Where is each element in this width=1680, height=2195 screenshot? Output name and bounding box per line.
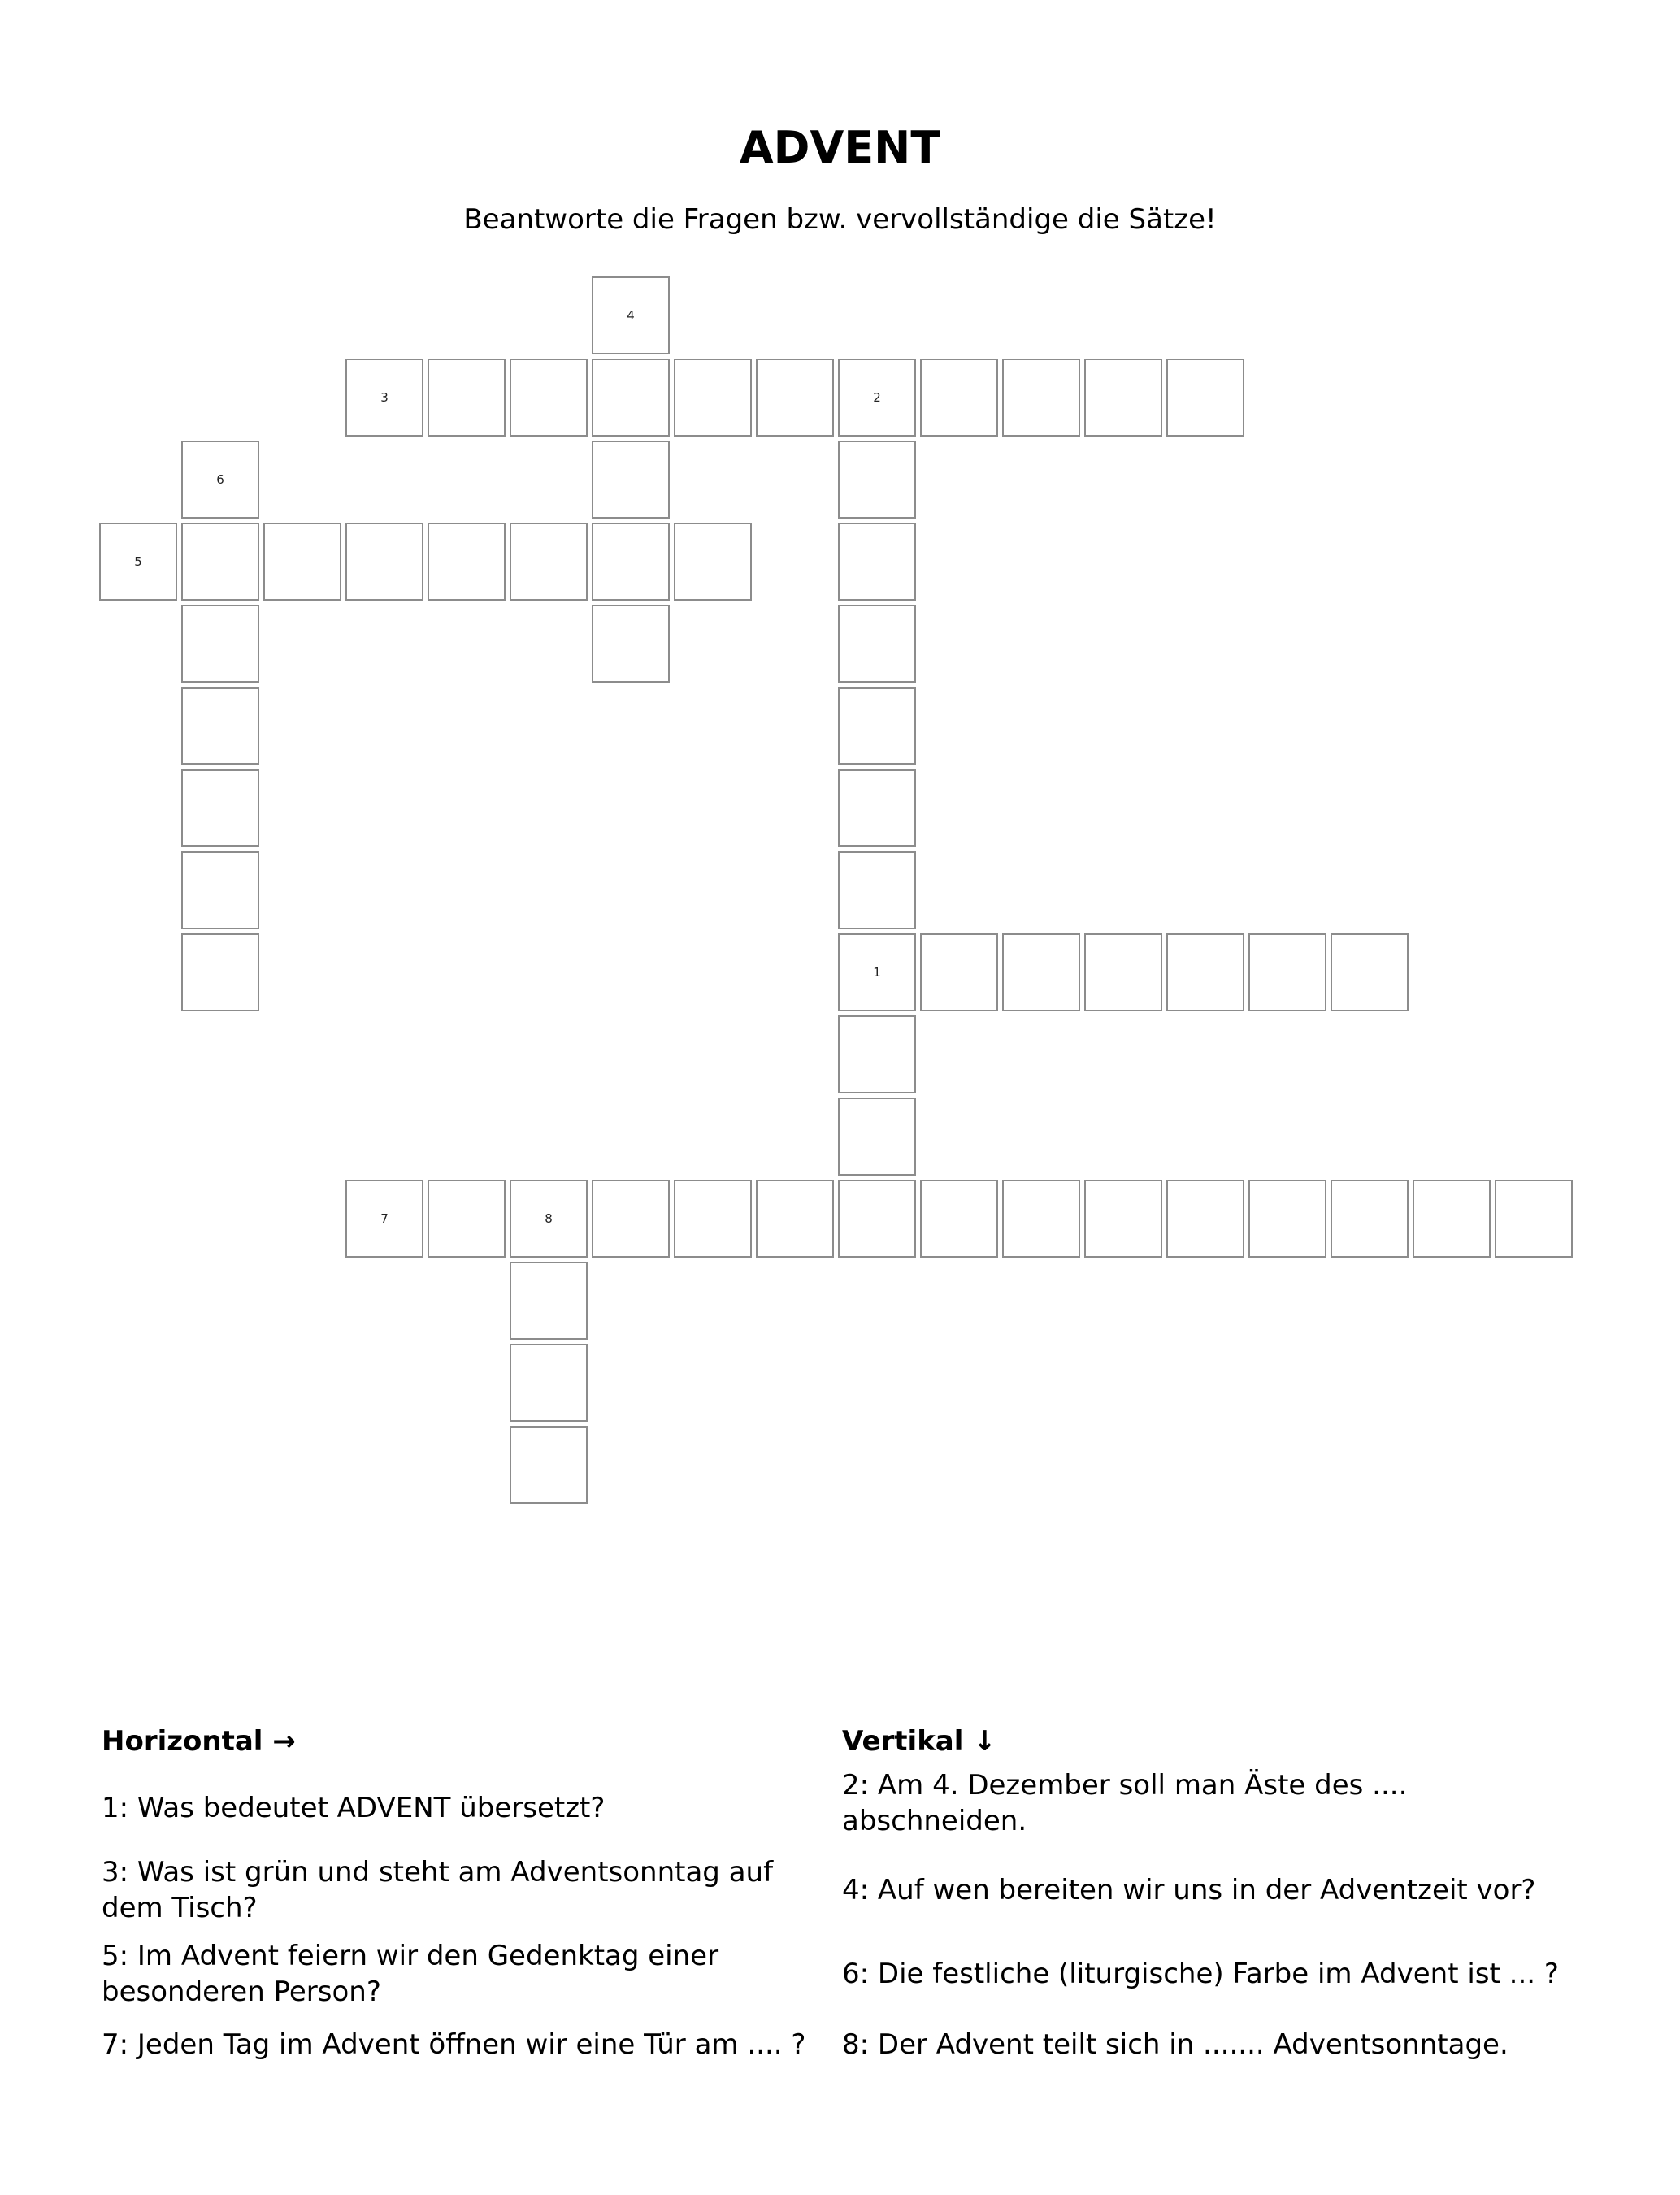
crossword-cell[interactable] [1331,1180,1409,1258]
crossword-cell[interactable] [592,1180,670,1258]
crossword-cell[interactable] [99,523,177,601]
crossword-cell[interactable] [920,359,998,437]
crossword-cell[interactable] [1248,933,1326,1011]
clue-number: 7 [380,1211,389,1226]
crossword-cell[interactable] [838,769,916,847]
vertical-clues-heading: Vertikal ↓ [842,1725,996,1758]
crossword-cell[interactable] [181,769,259,847]
clue-number: 6 [216,472,224,487]
crossword-cell[interactable] [510,1426,588,1504]
clue-vertical-2: 2: Am 4. Dezember soll man Äste des .... abschneiden. [842,1769,1408,1837]
crossword-cell[interactable] [181,441,259,519]
crossword-cell[interactable] [428,523,506,601]
crossword-cell[interactable] [674,1180,752,1258]
clue-horizontal-5: 5: Im Advent feiern wir den Gedenktag einer besonderen Person? [102,1940,719,2008]
crossword-cell[interactable] [838,1180,916,1258]
crossword-cell[interactable] [345,1180,423,1258]
clue-number: 3 [380,390,389,405]
crossword-cell[interactable] [920,933,998,1011]
clue-number: 5 [134,554,142,569]
crossword-cell[interactable] [592,276,670,354]
crossword-cell[interactable] [838,441,916,519]
crossword-cell[interactable] [592,441,670,519]
crossword-cell[interactable] [592,605,670,683]
clue-number: 2 [873,390,881,405]
crossword-cell[interactable] [1248,1180,1326,1258]
crossword-cell[interactable] [592,359,670,437]
page-title: ADVENT [739,122,941,173]
crossword-cell[interactable] [1495,1180,1573,1258]
crossword-cell[interactable] [181,523,259,601]
crossword-cell[interactable] [428,1180,506,1258]
crossword-cell[interactable] [838,1098,916,1176]
crossword-cell[interactable] [1002,1180,1080,1258]
crossword-cell[interactable] [510,1262,588,1340]
crossword-cell[interactable] [674,523,752,601]
crossword-cell[interactable] [674,359,752,437]
clue-vertical-4: 4: Auf wen bereiten wir uns in der Adventzeit vor? [842,1874,1536,1906]
crossword-cell[interactable] [592,523,670,601]
crossword-cell[interactable] [345,359,423,437]
crossword-cell[interactable] [1084,933,1162,1011]
crossword-cell[interactable] [345,523,423,601]
clue-horizontal-7: 7: Jeden Tag im Advent öffnen wir eine Tür am .... ? [102,2028,806,2061]
crossword-cell[interactable] [1166,933,1244,1011]
clue-number: 1 [873,965,881,980]
crossword-cell[interactable] [510,1344,588,1422]
crossword-cell[interactable] [1413,1180,1491,1258]
crossword-cell[interactable] [181,605,259,683]
clue-vertical-6: 6: Die festliche (liturgische) Farbe im Advent ist ... ? [842,1958,1559,1990]
crossword-cell[interactable] [920,1180,998,1258]
crossword-cell[interactable] [428,359,506,437]
crossword-cell[interactable] [263,523,341,601]
crossword-cell[interactable] [838,1015,916,1093]
crossword-cell[interactable] [1002,359,1080,437]
horizontal-clues-heading: Horizontal → [102,1725,296,1758]
crossword-cell[interactable] [1166,1180,1244,1258]
crossword-cell[interactable] [838,523,916,601]
crossword-cell[interactable] [181,933,259,1011]
crossword-cell[interactable] [1084,1180,1162,1258]
clue-number: 8 [545,1211,553,1226]
crossword-cell[interactable] [756,359,834,437]
crossword-cell[interactable] [510,1180,588,1258]
crossword-cell[interactable] [181,851,259,929]
clue-horizontal-3: 3: Was ist grün und steht am Adventsonntag auf dem Tisch? [102,1856,774,1924]
crossword-cell[interactable] [756,1180,834,1258]
crossword-cell[interactable] [510,359,588,437]
clue-number: 4 [627,308,635,323]
crossword-cell[interactable] [1331,933,1409,1011]
crossword-cell[interactable] [510,523,588,601]
crossword-cell[interactable] [838,605,916,683]
crossword-cell[interactable] [1166,359,1244,437]
crossword-cell[interactable] [1002,933,1080,1011]
crossword-cell[interactable] [838,687,916,765]
crossword-cell[interactable] [838,359,916,437]
clue-vertical-8: 8: Der Advent teilt sich in ....... Adventsonntage. [842,2028,1509,2061]
instructions: Beantworte die Fragen bzw. vervollständige die Sätze! [463,203,1217,236]
crossword-cell[interactable] [181,687,259,765]
crossword-cell[interactable] [838,851,916,929]
crossword-cell[interactable] [838,933,916,1011]
crossword-cell[interactable] [1084,359,1162,437]
clue-horizontal-1: 1: Was bedeutet ADVENT übersetzt? [102,1792,606,1824]
